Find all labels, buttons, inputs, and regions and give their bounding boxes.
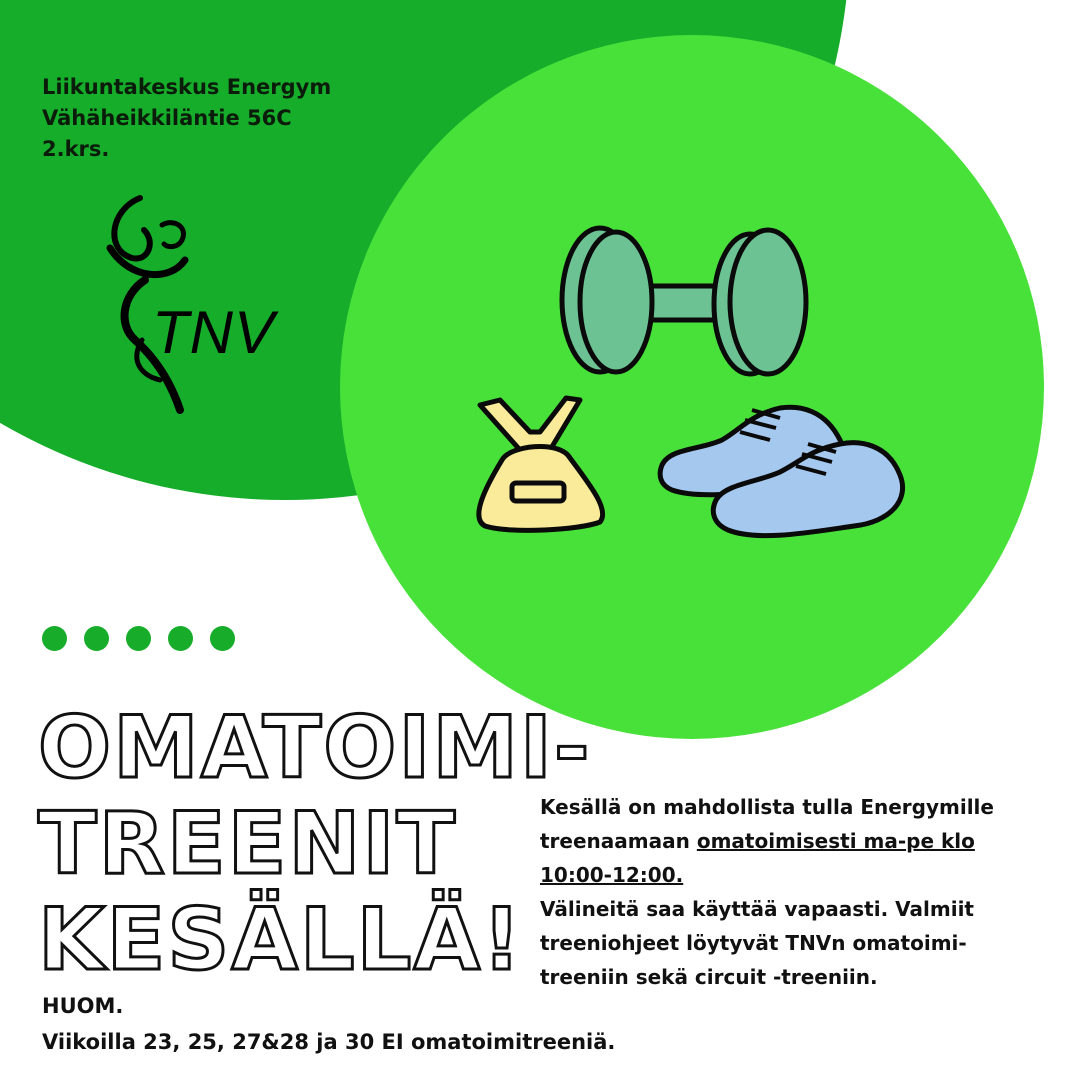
address-street: Vähäheikkiläntie 56C (42, 106, 292, 130)
tnv-logo-text: TNV (152, 299, 275, 366)
notice-title: HUOM. (42, 994, 124, 1018)
notice-text: Viikoilla 23, 25, 27&28 ja 30 EI omatoimitreeniä. (42, 1030, 616, 1054)
address-floor: 2.krs. (42, 137, 110, 161)
description (540, 790, 1040, 994)
kettlebell-icon (479, 398, 603, 530)
headline-line-3: KESÄLLÄ! (38, 890, 524, 990)
dumbbell-icon (562, 228, 806, 374)
dot (210, 626, 235, 651)
headline (38, 700, 592, 988)
address-venue: Liikuntakeskus Energym (42, 75, 332, 99)
headline-line-2: TREENIT (38, 794, 458, 894)
description-intro: Kesällä on mahdollista tulla Energymille treenaamaan (540, 795, 994, 853)
headline-line-1: OMATOIMI- (38, 698, 592, 798)
dot (42, 626, 67, 651)
equipment-illustration (440, 200, 940, 560)
sneakers-icon (660, 407, 902, 535)
notice-block (42, 988, 615, 1060)
decorative-dots (42, 626, 235, 651)
address-block (42, 72, 331, 165)
dot (168, 626, 193, 651)
tnv-logo (100, 190, 300, 415)
description-schedule: omatoimisesti ma-pe klo 10:00-12:00. (540, 829, 975, 887)
dot (126, 626, 151, 651)
description-rest: Välineitä saa käyttää vapaasti. Valmiit treeniohjeet löytyvät TNVn omatoimi-treeniin sekä circuit -treeniin. (540, 897, 974, 989)
dot (84, 626, 109, 651)
